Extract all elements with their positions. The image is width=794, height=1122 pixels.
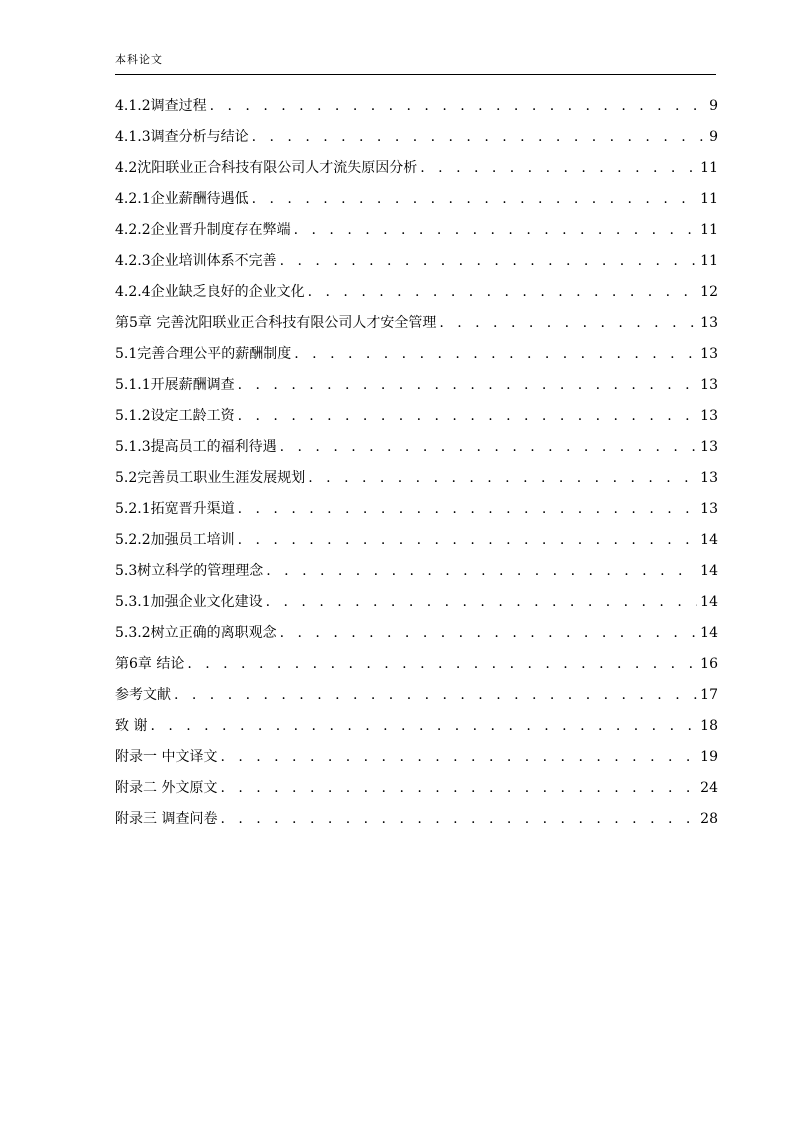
toc-entry-page: 16 xyxy=(700,656,718,672)
toc-leader-dots xyxy=(238,494,698,525)
toc-entry-page: 14 xyxy=(700,532,718,548)
toc-entry[interactable] xyxy=(115,246,718,277)
toc-entry[interactable] xyxy=(115,587,718,618)
toc-leader-dots xyxy=(238,525,698,556)
toc-entry-title: 附录二 外文原文 xyxy=(115,780,218,796)
toc-leader-dots xyxy=(187,649,697,680)
toc-entry[interactable] xyxy=(115,401,718,432)
toc-entry-title: 第5章 完善沈阳联业正合科技有限公司人才安全管理 xyxy=(115,315,437,331)
toc-entry-title: 致 谢 xyxy=(115,718,148,734)
toc-entry-page: 19 xyxy=(700,749,718,765)
toc-entry[interactable] xyxy=(115,215,718,246)
toc-leader-dots xyxy=(266,587,698,618)
toc-leader-dots xyxy=(220,742,697,773)
toc-leader-dots xyxy=(280,432,698,463)
toc-entry[interactable] xyxy=(115,122,718,153)
toc-entry[interactable] xyxy=(115,277,718,308)
toc-leader-dots xyxy=(150,711,697,742)
toc-entry-page: 11 xyxy=(700,222,718,238)
toc-entry-title: 附录三 调查问卷 xyxy=(115,811,218,827)
toc-entry-page: 13 xyxy=(700,377,718,393)
toc-entry-page: 9 xyxy=(709,98,718,114)
toc-entry-page: 9 xyxy=(709,129,718,145)
toc-entry[interactable] xyxy=(115,525,718,556)
toc-entry[interactable] xyxy=(115,773,718,804)
toc-leader-dots xyxy=(252,122,706,153)
toc-entry[interactable] xyxy=(115,494,718,525)
toc-entry[interactable] xyxy=(115,618,718,649)
toc-entry-title: 5.1.2设定工龄工资 xyxy=(115,408,235,424)
toc-entry-title: 5.1.3提高员工的福利待遇 xyxy=(115,439,277,455)
toc-entry[interactable] xyxy=(115,649,718,680)
toc-entry-title: 4.2.2企业晋升制度存在弊端 xyxy=(115,222,291,238)
toc-leader-dots xyxy=(266,556,697,587)
toc-entry-title: 5.1.1开展薪酬调查 xyxy=(115,377,235,393)
toc-leader-dots xyxy=(294,339,697,370)
header-rule xyxy=(115,74,716,75)
toc-leader-dots xyxy=(280,246,698,277)
toc-entry-page: 18 xyxy=(700,718,718,734)
toc-entry[interactable] xyxy=(115,153,718,184)
toc-entry[interactable] xyxy=(115,308,718,339)
toc-entry[interactable] xyxy=(115,184,718,215)
toc-leader-dots xyxy=(174,680,697,711)
toc-entry-title: 5.2.2加强员工培训 xyxy=(115,532,235,548)
toc-entry[interactable] xyxy=(115,742,718,773)
toc-leader-dots xyxy=(439,308,697,339)
toc-entry[interactable] xyxy=(115,711,718,742)
toc-entry-page: 13 xyxy=(700,408,718,424)
table-of-contents xyxy=(115,91,718,835)
toc-entry-title: 4.1.3调查分析与结论 xyxy=(115,129,249,145)
toc-entry[interactable] xyxy=(115,91,718,122)
toc-entry-page: 12 xyxy=(700,284,718,300)
toc-leader-dots xyxy=(308,463,697,494)
toc-entry[interactable] xyxy=(115,556,718,587)
toc-entry-page: 13 xyxy=(700,346,718,362)
toc-entry-page: 24 xyxy=(700,780,718,796)
toc-entry-page: 13 xyxy=(700,315,718,331)
toc-entry-title: 5.3.2树立正确的离职观念 xyxy=(115,625,277,641)
toc-entry-page: 11 xyxy=(700,191,718,207)
toc-entry-title: 4.2.3企业培训体系不完善 xyxy=(115,253,277,269)
toc-leader-dots xyxy=(280,618,698,649)
toc-entry-title: 参考文献 xyxy=(115,687,171,703)
toc-entry-title: 5.3树立科学的管理理念 xyxy=(115,563,264,579)
toc-entry-page: 14 xyxy=(700,563,718,579)
toc-leader-dots xyxy=(220,804,697,835)
toc-entry-page: 11 xyxy=(700,253,718,269)
toc-leader-dots xyxy=(294,215,698,246)
toc-entry-page: 17 xyxy=(700,687,718,703)
running-header: 本科论文 xyxy=(115,53,163,66)
toc-leader-dots xyxy=(210,91,706,122)
toc-entry-title: 4.2.4企业缺乏良好的企业文化 xyxy=(115,284,305,300)
toc-entry-page: 13 xyxy=(700,439,718,455)
toc-entry-page: 14 xyxy=(700,625,718,641)
toc-entry-title: 5.2.1拓宽晋升渠道 xyxy=(115,501,235,517)
toc-leader-dots xyxy=(308,277,698,308)
toc-entry-title: 附录一 中文译文 xyxy=(115,749,218,765)
toc-leader-dots xyxy=(252,184,698,215)
toc-entry-page: 13 xyxy=(700,470,718,486)
toc-entry-title: 第6章 结论 xyxy=(115,656,185,672)
toc-entry-title: 5.1完善合理公平的薪酬制度 xyxy=(115,346,292,362)
toc-leader-dots xyxy=(220,773,697,804)
toc-entry[interactable] xyxy=(115,432,718,463)
toc-leader-dots xyxy=(238,370,698,401)
toc-entry-title: 4.2沈阳联业正合科技有限公司人才流失原因分析 xyxy=(115,160,418,176)
toc-entry-page: 13 xyxy=(700,501,718,517)
toc-entry[interactable] xyxy=(115,804,718,835)
toc-entry-title: 4.1.2调查过程 xyxy=(115,98,207,114)
toc-entry-page: 11 xyxy=(700,160,718,176)
toc-entry[interactable] xyxy=(115,680,718,711)
toc-leader-dots xyxy=(420,153,697,184)
toc-entry-title: 5.2完善员工职业生涯发展规划 xyxy=(115,470,306,486)
toc-entry-title: 4.2.1企业薪酬待遇低 xyxy=(115,191,249,207)
toc-entry[interactable] xyxy=(115,370,718,401)
toc-entry-page: 14 xyxy=(700,594,718,610)
toc-entry-title: 5.3.1加强企业文化建设 xyxy=(115,594,263,610)
toc-entry[interactable] xyxy=(115,339,718,370)
toc-entry[interactable] xyxy=(115,463,718,494)
toc-leader-dots xyxy=(238,401,698,432)
toc-entry-page: 28 xyxy=(700,811,718,827)
